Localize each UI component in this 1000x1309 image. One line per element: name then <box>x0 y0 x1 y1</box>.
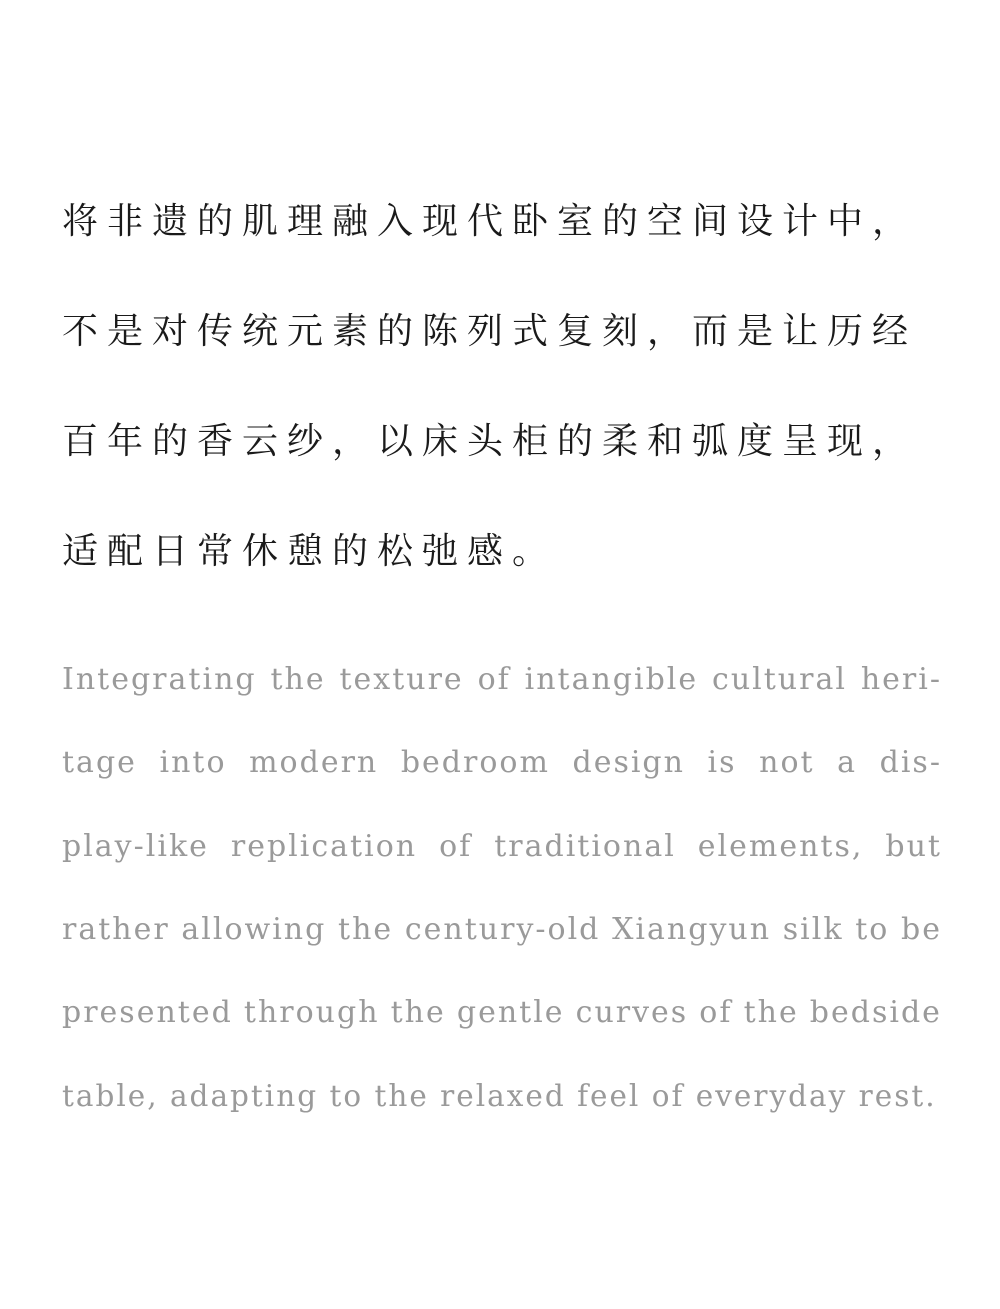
english-line <box>62 650 942 733</box>
english-word: traditional <box>494 828 676 864</box>
chinese-line: 不是对传统元素的陈列式复刻，而是让历经 <box>62 311 918 352</box>
english-word: through <box>243 995 380 1031</box>
english-word: Integrating <box>62 662 257 697</box>
english-word: intangible <box>524 662 699 697</box>
english-word: not <box>759 745 815 781</box>
english-word: replication <box>230 828 418 864</box>
english-word: the <box>743 995 799 1031</box>
english-word: the <box>338 911 394 947</box>
english-word: to <box>855 911 890 947</box>
english-line <box>62 1066 942 1149</box>
english-word: bedside <box>809 995 942 1031</box>
english-word: be <box>901 911 942 947</box>
english-word: the <box>270 662 326 697</box>
english-line <box>62 817 942 900</box>
english-word: presented <box>62 995 233 1031</box>
chinese-paragraph <box>62 192 952 632</box>
english-word: into <box>159 745 227 781</box>
english-word: silk <box>782 911 844 947</box>
english-word: elements, <box>697 828 864 864</box>
chinese-line: 适配日常休憩的松弛感。 <box>62 531 558 572</box>
english-word: allowing <box>181 911 327 947</box>
english-word: tage <box>62 745 137 781</box>
english-word: texture <box>339 662 464 697</box>
english-word: a <box>837 745 858 781</box>
english-word: cultural <box>712 662 847 697</box>
chinese-line: 百年的香云纱，以床头柜的柔和弧度呈现， <box>62 421 918 462</box>
english-word: of <box>699 995 733 1031</box>
english-word: modern <box>249 745 379 781</box>
english-word: heri- <box>860 662 942 697</box>
english-word: play-like <box>62 828 209 864</box>
english-word: Xiangyun <box>612 911 772 947</box>
english-word: the <box>390 995 446 1031</box>
english-line <box>62 983 942 1066</box>
english-word: design <box>572 745 685 781</box>
english-word: gentle <box>456 995 565 1031</box>
chinese-line: 将非遗的肌理融入现代卧室的空间设计中， <box>62 201 918 242</box>
english-word: rather <box>62 911 170 947</box>
english-word: century-old <box>404 911 601 947</box>
english-word: of <box>439 828 473 864</box>
english-word: bedroom <box>400 745 550 781</box>
english-line-text: table, adapting to the relaxed feel of everyday rest. <box>62 1079 937 1114</box>
english-line <box>62 733 942 816</box>
english-line <box>62 900 942 983</box>
english-word: of <box>477 662 511 697</box>
english-word: curves <box>575 995 689 1031</box>
english-word: but <box>885 828 942 864</box>
english-word: dis- <box>879 745 942 781</box>
english-word: is <box>707 745 737 781</box>
english-paragraph <box>62 650 942 1150</box>
